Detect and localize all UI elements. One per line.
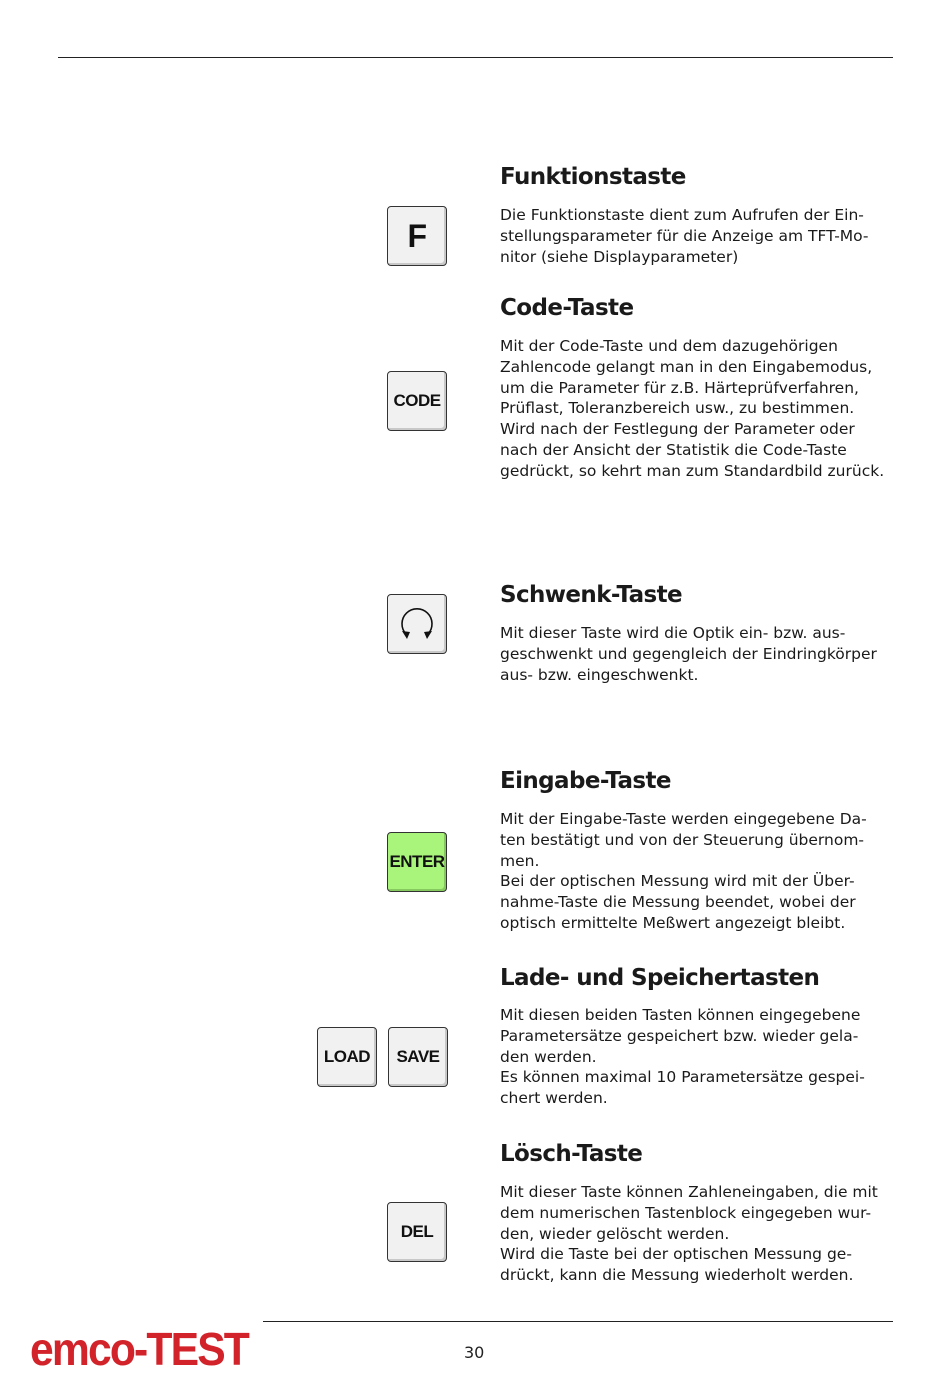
footer-rule bbox=[263, 1321, 893, 1322]
text-line: Mit dieser Taste können Zahleneingaben, die mit bbox=[500, 1183, 878, 1201]
text-line: Mit diesen beiden Tasten können eingegebene bbox=[500, 1006, 861, 1024]
heading-eingabe-taste: Eingabe-Taste bbox=[500, 768, 671, 794]
rotate-icon bbox=[395, 602, 439, 646]
text-line: stellungsparameter für die Anzeige am TFT-Mo- bbox=[500, 226, 869, 245]
paragraph-code-taste bbox=[500, 336, 895, 482]
header-rule bbox=[58, 57, 893, 58]
text-line: Die Funktionstaste dient zum Aufrufen der Ein- bbox=[500, 206, 864, 224]
text-line: dem numerischen Tastenblock eingegeben wur- bbox=[500, 1203, 872, 1222]
text-line: Zahlencode gelangt man in den Eingabemodus, bbox=[500, 357, 873, 376]
text-line: nitor (siehe Displayparameter) bbox=[500, 247, 739, 266]
text-line: Prüflast, Toleranzbereich usw., zu bestimmen. bbox=[500, 399, 855, 418]
key-rotate bbox=[387, 594, 447, 654]
heading-code-taste: Code-Taste bbox=[500, 295, 634, 321]
text-line: Mit der Eingabe-Taste werden eingegebene Da- bbox=[500, 810, 867, 828]
text-line: optisch ermittelte Meßwert angezeigt bleibt. bbox=[500, 913, 846, 932]
key-enter: ENTER bbox=[387, 832, 447, 892]
heading-funktionstaste: Funktionstaste bbox=[500, 164, 686, 190]
heading-lade-speichertasten: Lade- und Speichertasten bbox=[500, 965, 820, 991]
text-line: ten bestätigt und von der Steuerung übernom- bbox=[500, 830, 865, 849]
key-del: DEL bbox=[387, 1202, 447, 1262]
paragraph-eingabe-taste bbox=[500, 809, 895, 934]
text-line: Mit der Code-Taste und dem dazugehörigen bbox=[500, 337, 838, 355]
text-line: Es können maximal 10 Parametersätze gespei- bbox=[500, 1068, 865, 1087]
key-code: CODE bbox=[387, 371, 447, 431]
text-line: aus- bzw. eingeschwenkt. bbox=[500, 665, 699, 684]
paragraph-lade-speichertasten bbox=[500, 1005, 895, 1109]
text-line: Bei der optischen Messung wird mit der Über- bbox=[500, 872, 855, 891]
paragraph-loesch-taste bbox=[500, 1182, 895, 1286]
text-line: chert werden. bbox=[500, 1089, 608, 1108]
text-line: den, wieder gelöscht werden. bbox=[500, 1224, 730, 1243]
paragraph-funktionstaste bbox=[500, 205, 895, 267]
svg-text:emco-TEST: emco-TEST bbox=[30, 1323, 250, 1374]
text-line: Parametersätze gespeichert bzw. wieder gela- bbox=[500, 1026, 859, 1045]
text-line: Wird nach der Festlegung der Parameter oder bbox=[500, 420, 855, 439]
text-line: den werden. bbox=[500, 1047, 597, 1066]
page-number: 30 bbox=[464, 1343, 485, 1362]
text-line: men. bbox=[500, 851, 540, 870]
text-line: Mit dieser Taste wird die Optik ein- bzw. aus- bbox=[500, 624, 846, 642]
paragraph-schwenk-taste bbox=[500, 623, 895, 685]
text-line: nach der Ansicht der Statistik die Code-Taste bbox=[500, 440, 847, 459]
text-line: Wird die Taste bei der optischen Messung ge- bbox=[500, 1245, 852, 1264]
key-save: SAVE bbox=[388, 1027, 448, 1087]
emco-test-logo bbox=[27, 1319, 252, 1374]
key-f: F bbox=[387, 206, 447, 266]
text-line: nahme-Taste die Messung beendet, wobei der bbox=[500, 893, 856, 912]
text-line: gedrückt, so kehrt man zum Standardbild zurück. bbox=[500, 461, 885, 480]
heading-loesch-taste: Lösch-Taste bbox=[500, 1141, 643, 1167]
text-line: geschwenkt und gegengleich der Eindringkörper bbox=[500, 644, 877, 663]
text-line: um die Parameter für z.B. Härteprüfverfahren, bbox=[500, 378, 859, 397]
key-load: LOAD bbox=[317, 1027, 377, 1087]
heading-schwenk-taste: Schwenk-Taste bbox=[500, 582, 682, 608]
text-line: drückt, kann die Messung wiederholt werden. bbox=[500, 1266, 854, 1285]
